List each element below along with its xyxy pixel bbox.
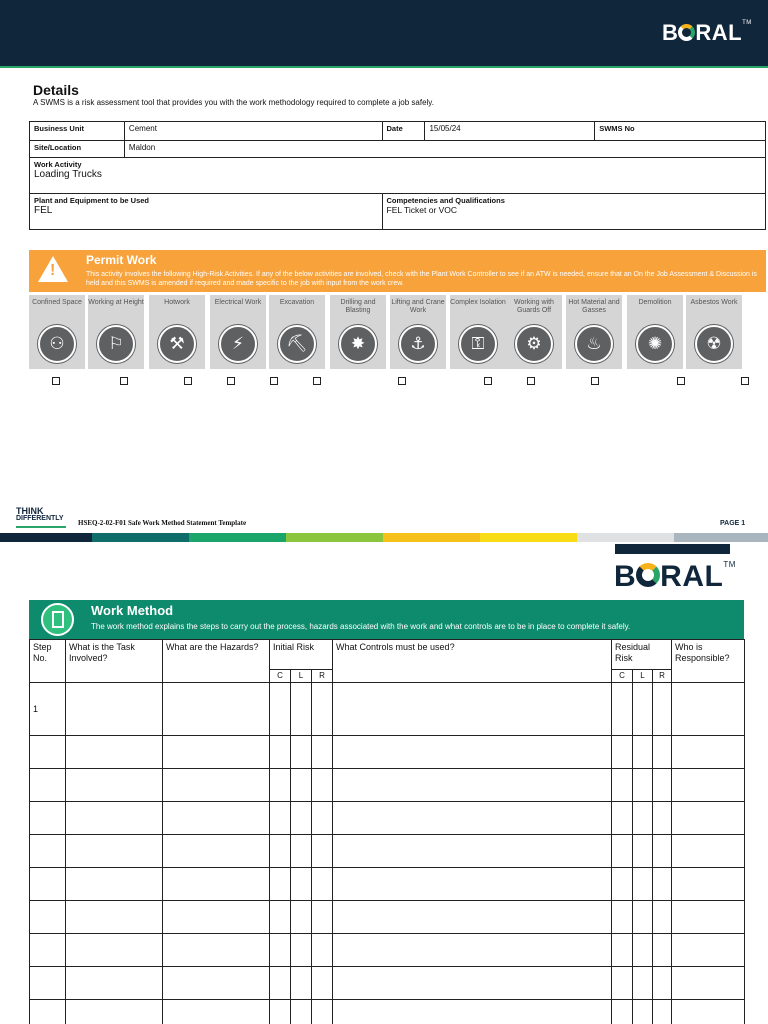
table-row	[30, 934, 745, 967]
date-value[interactable]: 15/05/24	[425, 122, 595, 141]
table-cell[interactable]	[333, 736, 612, 769]
table-row	[30, 736, 745, 769]
document-icon	[41, 603, 74, 636]
permit-activity-label: Electrical Work	[214, 299, 262, 306]
plant-equipment-label: Plant and Equipment to be Used	[34, 196, 150, 205]
table-cell[interactable]	[66, 967, 163, 1000]
work-activity-value: Loading Trucks	[34, 169, 102, 180]
crane-work-icon: ⚓	[399, 325, 437, 363]
table-cell[interactable]	[333, 835, 612, 868]
footer-stripe	[383, 533, 480, 542]
table-cell[interactable]	[270, 868, 291, 901]
permit-activity-label: Complex Isolation	[450, 299, 506, 306]
table-cell[interactable]	[612, 736, 633, 769]
footer-stripe	[577, 533, 674, 542]
table-cell[interactable]	[653, 769, 672, 802]
activity-checkbox[interactable]	[591, 377, 599, 385]
table-cell[interactable]	[612, 934, 633, 967]
table-cell[interactable]	[653, 868, 672, 901]
residual-risk-c: C	[612, 670, 633, 683]
residual-risk-r: R	[653, 670, 672, 683]
table-cell[interactable]	[312, 934, 333, 967]
table-cell[interactable]	[672, 934, 745, 967]
col-initial-risk: Initial Risk	[270, 640, 333, 670]
working-at-height-icon: ⚐	[97, 325, 135, 363]
permit-activity-tile	[450, 295, 506, 369]
table-cell[interactable]	[163, 1000, 270, 1024]
think-differently-logo: THINK DIFFERENTLY	[16, 506, 64, 522]
work-activity-label: Work Activity	[34, 160, 82, 169]
table-cell[interactable]	[163, 835, 270, 868]
table-cell[interactable]	[672, 868, 745, 901]
table-cell[interactable]	[633, 802, 653, 835]
permit-activity-label: Lifting and Crane Work	[391, 299, 445, 314]
table-cell[interactable]	[66, 802, 163, 835]
table-cell[interactable]	[163, 736, 270, 769]
table-cell[interactable]	[312, 683, 333, 736]
table-row	[30, 868, 745, 901]
details-intro: A SWMS is a risk assessment tool that provides you with the work methodology required to complete a job safely.	[33, 98, 434, 107]
initial-risk-r: R	[312, 670, 333, 683]
date-label: Date	[382, 122, 425, 141]
table-cell[interactable]	[66, 769, 163, 802]
table-cell[interactable]	[66, 835, 163, 868]
table-cell[interactable]	[30, 868, 66, 901]
activity-checkbox[interactable]	[677, 377, 685, 385]
table-row	[30, 683, 745, 736]
table-cell[interactable]	[612, 901, 633, 934]
confined-space-icon: ⚇	[38, 325, 76, 363]
table-cell[interactable]	[66, 868, 163, 901]
table-cell[interactable]	[312, 835, 333, 868]
table-cell[interactable]	[291, 769, 312, 802]
table-cell[interactable]	[612, 802, 633, 835]
table-cell[interactable]	[333, 802, 612, 835]
activity-checkbox[interactable]	[52, 377, 60, 385]
table-cell[interactable]	[672, 769, 745, 802]
col-step-no: Step No.	[30, 640, 66, 683]
table-cell[interactable]	[633, 683, 653, 736]
table-cell[interactable]	[270, 769, 291, 802]
table-row	[30, 769, 745, 802]
table-cell[interactable]	[653, 683, 672, 736]
drilling-blasting-icon: ✸	[339, 325, 377, 363]
footer-stripe	[674, 533, 768, 542]
table-cell[interactable]	[653, 835, 672, 868]
table-cell[interactable]	[66, 736, 163, 769]
permit-activity-tile	[29, 295, 85, 369]
table-cell[interactable]	[270, 901, 291, 934]
table-cell[interactable]	[312, 802, 333, 835]
footer-page-number: PAGE 1	[720, 520, 746, 527]
table-cell[interactable]	[30, 967, 66, 1000]
table-cell[interactable]	[270, 835, 291, 868]
table-cell[interactable]	[270, 802, 291, 835]
table-cell[interactable]	[612, 683, 633, 736]
footer-stripe	[189, 533, 286, 542]
table-cell[interactable]	[653, 802, 672, 835]
table-cell[interactable]	[633, 736, 653, 769]
table-cell[interactable]	[30, 934, 66, 967]
permit-activity-tile	[627, 295, 683, 369]
table-cell[interactable]	[66, 901, 163, 934]
table-cell[interactable]	[291, 736, 312, 769]
permit-activity-tile	[88, 295, 144, 369]
table-cell[interactable]	[270, 736, 291, 769]
work-activity-cell[interactable]	[30, 158, 766, 194]
header-accent-line	[0, 66, 768, 68]
table-row	[30, 835, 745, 868]
table-cell[interactable]	[66, 934, 163, 967]
permit-activity-tile	[506, 295, 562, 369]
table-cell[interactable]	[163, 802, 270, 835]
table-cell[interactable]	[653, 967, 672, 1000]
table-cell[interactable]	[612, 1000, 633, 1024]
table-cell[interactable]	[333, 1000, 612, 1024]
isolation-lock-icon: ⚿	[459, 325, 497, 363]
initial-risk-l: L	[291, 670, 312, 683]
page2-header-bar	[615, 544, 730, 554]
activity-checkbox[interactable]	[227, 377, 235, 385]
table-cell[interactable]	[633, 901, 653, 934]
table-cell[interactable]	[672, 802, 745, 835]
permit-work-title: Permit Work	[86, 253, 157, 267]
table-cell[interactable]	[30, 736, 66, 769]
table-cell[interactable]	[270, 967, 291, 1000]
table-cell[interactable]	[312, 901, 333, 934]
table-cell[interactable]	[30, 769, 66, 802]
footer-stripe	[286, 533, 383, 542]
table-cell[interactable]	[612, 835, 633, 868]
activity-checkbox[interactable]	[527, 377, 535, 385]
work-method-title: Work Method	[91, 603, 174, 618]
table-cell[interactable]	[633, 769, 653, 802]
warning-exclamation: !	[50, 262, 56, 279]
work-method-table	[29, 639, 745, 1024]
table-cell[interactable]	[653, 736, 672, 769]
table-cell[interactable]	[163, 901, 270, 934]
excavation-icon: ⛏	[278, 325, 316, 363]
permit-activity-tile	[269, 295, 325, 369]
competencies-label: Competencies and Qualifications	[386, 196, 505, 205]
table-cell[interactable]	[291, 1000, 312, 1024]
activity-checkbox[interactable]	[398, 377, 406, 385]
activity-checkbox[interactable]	[184, 377, 192, 385]
footer-stripe	[480, 533, 577, 542]
table-row	[30, 802, 745, 835]
table-cell[interactable]	[672, 683, 745, 736]
permit-activity-tile	[149, 295, 205, 369]
guards-off-icon: ⚙	[515, 325, 553, 363]
site-location-value[interactable]: Maldon	[124, 141, 765, 158]
table-cell[interactable]	[291, 868, 312, 901]
table-row	[30, 967, 745, 1000]
table-cell[interactable]	[653, 901, 672, 934]
table-cell[interactable]	[653, 934, 672, 967]
table-cell[interactable]	[270, 683, 291, 736]
footer-stripe	[92, 533, 189, 542]
table-cell[interactable]	[312, 769, 333, 802]
table-cell[interactable]	[333, 769, 612, 802]
work-method-banner	[29, 600, 744, 639]
permit-activity-label: Hot Material and Gasses	[568, 299, 620, 314]
table-cell[interactable]	[30, 901, 66, 934]
logo-ring-icon	[678, 24, 695, 41]
table-cell[interactable]	[333, 934, 612, 967]
logo-ring-icon	[636, 563, 660, 587]
details-table	[29, 121, 766, 230]
permit-work-banner	[29, 250, 766, 292]
table-cell[interactable]	[291, 835, 312, 868]
footer-stripe	[0, 533, 92, 542]
plant-equipment-value: FEL	[34, 205, 53, 216]
table-cell[interactable]	[163, 683, 270, 736]
table-cell[interactable]	[672, 901, 745, 934]
high-risk-activities	[29, 295, 766, 369]
col-responsible: Who is Responsible?	[672, 640, 745, 683]
table-cell[interactable]	[30, 1000, 66, 1024]
table-cell[interactable]	[612, 967, 633, 1000]
table-cell[interactable]	[312, 868, 333, 901]
table-cell[interactable]	[291, 901, 312, 934]
boral-logo: B RAL™	[614, 560, 736, 593]
table-cell[interactable]	[333, 901, 612, 934]
permit-activity-tile	[686, 295, 742, 369]
col-residual-risk: Residual Risk	[612, 640, 672, 670]
activity-checkbox[interactable]	[484, 377, 492, 385]
permit-activity-label: Hotwork	[164, 299, 190, 306]
swms-no-label: SWMS No	[595, 122, 766, 141]
table-cell[interactable]	[333, 683, 612, 736]
demolition-icon: ✺	[636, 325, 674, 363]
electrical-work-icon: ⚡	[219, 325, 257, 363]
table-cell[interactable]	[270, 934, 291, 967]
table-cell[interactable]	[163, 934, 270, 967]
table-row	[30, 901, 745, 934]
table-cell[interactable]	[612, 868, 633, 901]
table-cell[interactable]	[633, 1000, 653, 1024]
hotwork-icon: ⚒	[158, 325, 196, 363]
step-number[interactable]: 1	[30, 683, 66, 736]
activity-checkbox[interactable]	[270, 377, 278, 385]
table-cell[interactable]	[653, 1000, 672, 1024]
permit-activity-label: Drilling and Blasting	[340, 299, 376, 314]
table-cell[interactable]	[163, 868, 270, 901]
permit-activity-label: Demolition	[638, 299, 672, 306]
table-row	[30, 1000, 745, 1024]
plant-equipment-cell[interactable]	[30, 194, 383, 230]
permit-activity-tile	[330, 295, 386, 369]
think-logo-underline	[16, 526, 66, 528]
competencies-cell[interactable]	[382, 194, 765, 230]
table-cell[interactable]	[672, 1000, 745, 1024]
permit-activity-label: Confined Space	[32, 299, 82, 306]
initial-risk-c: C	[270, 670, 291, 683]
table-cell[interactable]	[312, 1000, 333, 1024]
table-cell[interactable]	[291, 967, 312, 1000]
footer-document-title: HSEQ-2-02-F01 Safe Work Method Statement Template	[78, 519, 247, 527]
business-unit-value[interactable]: Cement	[124, 122, 382, 141]
table-cell[interactable]	[633, 967, 653, 1000]
header-bar	[0, 0, 768, 66]
site-location-label: Site/Location	[30, 141, 125, 158]
permit-activity-label: Working at Height	[88, 299, 144, 306]
table-cell[interactable]	[66, 1000, 163, 1024]
table-cell[interactable]	[312, 736, 333, 769]
activity-checkbox[interactable]	[120, 377, 128, 385]
competencies-value: FEL Ticket or VOC	[386, 205, 458, 215]
table-cell[interactable]	[270, 1000, 291, 1024]
hot-material-icon: ♨	[575, 325, 613, 363]
table-cell[interactable]	[633, 934, 653, 967]
table-cell[interactable]	[672, 736, 745, 769]
table-cell[interactable]	[672, 967, 745, 1000]
business-unit-label: Business Unit	[30, 122, 125, 141]
table-cell[interactable]	[66, 683, 163, 736]
table-cell[interactable]	[163, 967, 270, 1000]
col-controls: What Controls must be used?	[333, 640, 612, 683]
permit-activity-label: Working with Guards Off	[514, 299, 554, 314]
boral-logo: B RAL™	[662, 20, 752, 45]
permit-activity-label: Asbestos Work	[690, 299, 738, 306]
details-title: Details	[33, 82, 79, 98]
table-cell[interactable]	[30, 802, 66, 835]
table-cell[interactable]	[633, 868, 653, 901]
table-cell[interactable]	[633, 835, 653, 868]
permit-work-text: This activity involves the following High-Risk Activities. If any of the below activities are involved, check with the Plant Work Controller to see if an ATW is needed, ensure that an On the Job Assessment & Discussion is held and this SWMS is amended if required and made specific to the job with input from the work crew.	[86, 271, 757, 287]
table-cell[interactable]	[672, 835, 745, 868]
col-task: What is the Task Involved?	[66, 640, 163, 683]
permit-activity-label: Excavation	[279, 299, 315, 306]
permit-activity-tile	[566, 295, 622, 369]
work-method-subtitle: The work method explains the steps to carry out the process, hazards associated with the work and what controls are to be in place to complete it safely.	[91, 622, 631, 631]
table-cell[interactable]	[291, 683, 312, 736]
table-cell[interactable]	[612, 769, 633, 802]
permit-activity-tile	[390, 295, 446, 369]
asbestos-mask-icon: ☢	[695, 325, 733, 363]
table-cell[interactable]	[312, 967, 333, 1000]
col-hazards: What are the Hazards?	[163, 640, 270, 683]
table-cell[interactable]	[291, 802, 312, 835]
table-cell[interactable]	[333, 868, 612, 901]
table-cell[interactable]	[291, 934, 312, 967]
permit-activity-tile	[210, 295, 266, 369]
activity-checkbox[interactable]	[741, 377, 749, 385]
table-cell[interactable]	[163, 769, 270, 802]
activity-checkbox[interactable]	[313, 377, 321, 385]
residual-risk-l: L	[633, 670, 653, 683]
table-cell[interactable]	[333, 967, 612, 1000]
table-cell[interactable]	[30, 835, 66, 868]
